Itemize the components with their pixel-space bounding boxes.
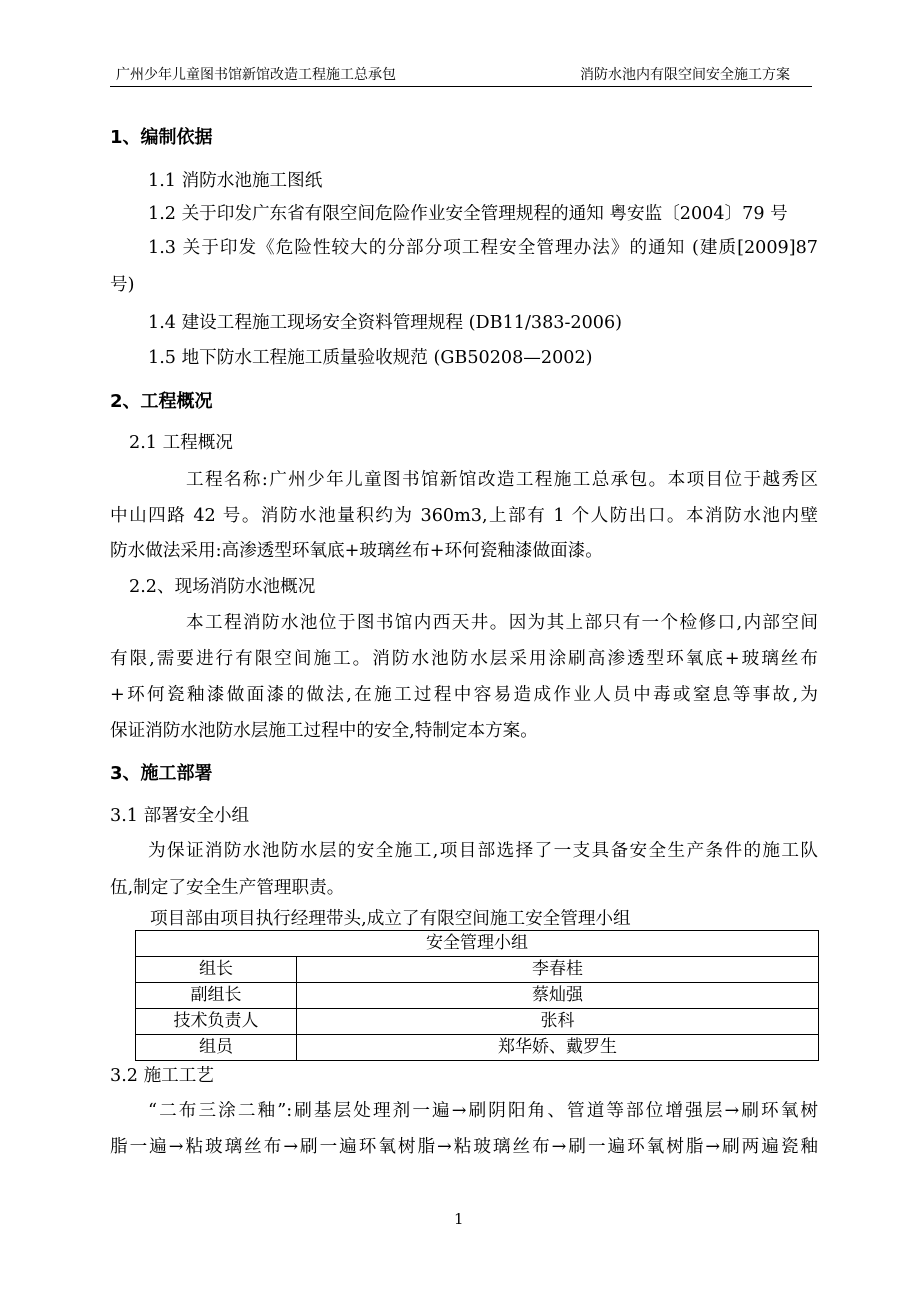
table-row [136,957,819,983]
role-cell: 组员 [136,1035,297,1061]
subsection-3-1-title: 3.1 部署安全小组 [110,806,250,826]
section-2-title: 2、工程概况 [110,391,213,412]
section-1-title: 1、编制依据 [110,127,213,148]
table-caption: 项目部由项目执行经理带头,成立了有限空间施工安全管理小组 [150,909,631,929]
site-line-3: +环何瓷釉漆做面漆的做法,在施工过程中容易造成作业人员中毒或窒息等事故,为 [110,685,818,705]
table-row [136,983,819,1009]
basis-item-2: 1.2 关于印发广东省有限空间危险作业安全管理规程的通知 粤安监〔2004〕79 号 [148,204,788,224]
deploy-line-1: 为保证消防水池防水层的安全施工,项目部选择了一支具备安全生产条件的施工队 [148,841,818,861]
site-line-4: 保证消防水池防水层施工过程中的安全,特制定本方案。 [110,721,538,741]
subsection-2-2-title: 2.2、现场消防水池概况 [129,577,316,597]
table-header-row [136,931,819,957]
basis-item-5: 1.5 地下防水工程施工质量验收规范 (GB50208—2002) [148,348,593,368]
role-cell: 技术负责人 [136,1009,297,1035]
process-line-1: “二布三涂二釉”:刷基层处理剂一遍→刷阴阳角、管道等部位增强层→刷环氧树 [148,1101,818,1121]
page-header [110,60,812,87]
header-document-title: 消防水池内有限空间安全施工方案 [580,67,790,83]
member-cell: 郑华娇、戴罗生 [297,1035,819,1061]
role-cell: 组长 [136,957,297,983]
page-number: 1 [454,1210,464,1228]
member-cell: 张科 [297,1009,819,1035]
basis-item-1: 1.1 消防水池施工图纸 [148,171,323,191]
basis-item-4: 1.4 建设工程施工现场安全资料管理规程 (DB11/383-2006) [148,313,623,333]
role-cell: 副组长 [136,983,297,1009]
process-line-2: 脂一遍→粘玻璃丝布→刷一遍环氧树脂→粘玻璃丝布→刷一遍环氧树脂→刷两遍瓷釉 [110,1137,818,1157]
section-3-title: 3、施工部署 [110,763,213,784]
site-line-2: 有限,需要进行有限空间施工。消防水池防水层采用涂刷高渗透型环氧底+玻璃丝布 [110,649,818,669]
overview-line-1: 工程名称:广州少年儿童图书馆新馆改造工程施工总承包。本项目位于越秀区 [186,470,818,490]
table-row [136,1035,819,1061]
subsection-3-2-title: 3.2 施工工艺 [110,1066,214,1086]
safety-group-table [135,930,819,1061]
member-cell: 蔡灿强 [297,983,819,1009]
table-row [136,1009,819,1035]
basis-item-3: 1.3 关于印发《危险性较大的分部分项工程安全管理办法》的通知 (建质[2009]87 [148,238,818,258]
table-title: 安全管理小组 [136,931,819,957]
deploy-line-2: 伍,制定了安全生产管理职责。 [110,878,345,898]
basis-item-3-continued: 号) [110,275,135,295]
subsection-2-1-title: 2.1 工程概况 [129,433,233,453]
overview-line-3: 防水做法采用:高渗透型环氧底+玻璃丝布+环何瓷釉漆做面漆。 [110,541,603,561]
overview-line-2: 中山四路 42 号。消防水池量积约为 360m3,上部有 1 个人防出口。本消防水池内壁 [110,506,818,526]
member-cell: 李春桂 [297,957,819,983]
header-project-name: 广州少年儿童图书馆新馆改造工程施工总承包 [116,67,396,83]
site-line-1: 本工程消防水池位于图书馆内西天井。因为其上部只有一个检修口,内部空间 [186,613,818,633]
